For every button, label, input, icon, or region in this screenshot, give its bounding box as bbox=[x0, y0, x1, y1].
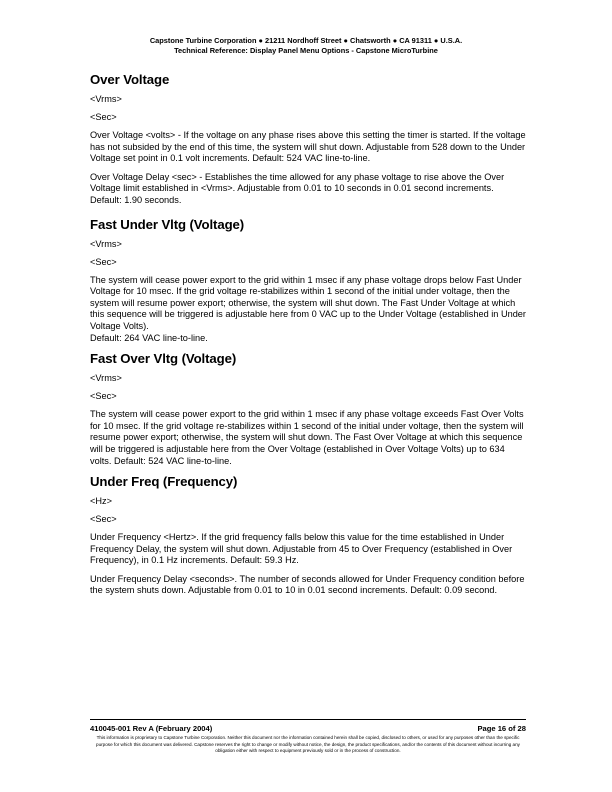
section-title: Over Voltage bbox=[90, 72, 170, 87]
paragraph: Under Frequency <Hertz>. If the grid frequency falls below this value for the time established in Under Frequency Delay, the system will shut down. Adjustable from 45 to Over Frequency (established in Over Frequency), in 0.1 Hz increments. Default: 59.3 Hz. bbox=[90, 532, 513, 566]
paragraph: The system will cease power export to the grid within 1 msec if any phase voltage drops below Fast Under Voltage for 10 msec. If the grid voltage re-stabilizes within 1 second of the initial under voltage, then the system will resume power export; otherwise, the system will shut down. The Fast Under Voltage at which this sequence will be triggered is adjustable here from 0 VAC up to the Under Voltage (established in Under Voltage Volts). bbox=[90, 274, 526, 331]
paragraph: Over Voltage Delay <sec> - Establishes the time allowed for any phase voltage to rise above the Over Voltage limit established in <Vrms>. Adjustable from 0.01 to 10 seconds in 0.01 second increments. Default: 1.90 seconds. bbox=[90, 171, 505, 205]
unit-label: <Sec> bbox=[90, 256, 117, 267]
unit-label: <Sec> bbox=[90, 391, 117, 402]
paragraph: Under Frequency Delay <seconds>. The number of seconds allowed for Under Frequency condition before the system shuts down. Adjustable from 0.01 to 10 in 0.01 second increments. Default: 0.09 second. bbox=[90, 573, 525, 596]
page-number: Page 16 of 28 bbox=[477, 724, 526, 733]
paragraph: Default: 264 VAC line-to-line. bbox=[90, 332, 208, 343]
footer-info-row bbox=[90, 724, 526, 734]
section-fast-over-voltage bbox=[90, 351, 526, 467]
paragraph: The system will cease power export to the grid within 1 msec if any phase voltage exceeds Fast Over Volts for 10 msec. If the grid voltage re-stabilizes within 1 second of the initial under voltage, then the system will resume power export; otherwise, the system will shut down. The Fast Over Voltage at which this sequence will be triggered is adjustable here from the Over Voltage (established in Over Voltage Volts) up to 634 volts. Default: 524 VAC line-to-line. bbox=[90, 409, 524, 466]
section-title: Fast Over Vltg (Voltage) bbox=[90, 351, 237, 367]
footer-divider bbox=[90, 719, 526, 720]
proprietary-disclaimer: This information is proprietary to Capstone Turbine Corporation. Neither this document nor the information contained herein shall be copied, disclosed to others, or used for any purposes other than the specific purpose for which this document was delivered. Capstone reserves the right to change or modify without notice, the design, the product specifications, and/or the contents of this document without incurring any obligation either with respect to equipment previously sold or in the process of construction. bbox=[96, 735, 520, 754]
page-footer bbox=[90, 724, 526, 755]
section-under-frequency bbox=[90, 474, 526, 597]
header-reference-line: Technical Reference: Display Panel Menu Options - Capstone MicroTurbine bbox=[174, 46, 438, 55]
section-over-voltage bbox=[90, 72, 526, 207]
document-body bbox=[90, 72, 526, 604]
unit-label: <Vrms> bbox=[90, 94, 122, 104]
paragraph: Over Voltage <volts> - If the voltage on any phase rises above this setting the timer is started. If the voltage has not subsided by the end of this time, the system will shut down. Adjustable from 528 down to the Under Voltage set point in 0.1 volt increments. Default: 524 VAC line-to-line. bbox=[90, 130, 526, 164]
section-title: Under Freq (Frequency) bbox=[90, 474, 238, 490]
page-header bbox=[0, 36, 612, 56]
header-company-line: Capstone Turbine Corporation ● 21211 Nordhoff Street ● Chatsworth ● CA 91311 ● U.S.A. bbox=[149, 36, 463, 45]
unit-label: <Sec> bbox=[90, 514, 117, 525]
unit-label: <Vrms> bbox=[90, 238, 122, 249]
document-id: 410045-001 Rev A (February 2004) bbox=[90, 724, 213, 733]
unit-label: <Hz> bbox=[90, 496, 112, 507]
section-title: Fast Under Vltg (Voltage) bbox=[90, 216, 245, 232]
unit-label: <Sec> bbox=[90, 112, 117, 122]
section-fast-under-voltage bbox=[90, 217, 526, 345]
unit-label: <Vrms> bbox=[90, 373, 122, 384]
